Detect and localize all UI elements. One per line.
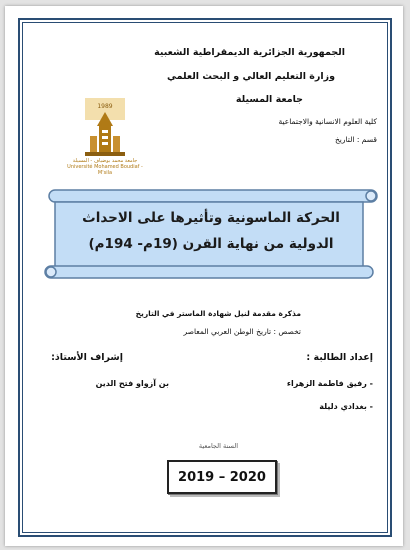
- title-scroll-banner: [41, 186, 381, 286]
- logo-caption-ar: جامعة محمد بوضياف - المسيلة: [72, 158, 138, 164]
- logo-caption-fr: Université Mohamed Boudiaf - M'sila: [67, 164, 143, 176]
- ministry-line: وزارة التعليم العالي و البحث العلمي: [167, 71, 335, 82]
- republic-line: الجمهورية الجزائرية الديمقراطية الشعبية: [154, 47, 345, 58]
- student-name-2: - بغدادي دليلة: [319, 402, 373, 411]
- university-line: جامعة المسيلة: [235, 94, 303, 105]
- thesis-title-line2: الدولية من نهاية القرن (19م- 194م): [88, 236, 334, 252]
- supervisor-heading: إشراف الأستاذ:: [51, 352, 123, 363]
- document-page: [5, 6, 403, 546]
- academic-year-label: السنة الجامعية: [198, 442, 238, 450]
- logo-caption: [65, 158, 145, 176]
- memo-line: مذكرة مقدمة لنيل شهادة الماستر في التاريخ: [135, 309, 301, 318]
- supervisor-name: بن آزواو فتح الدين: [95, 379, 169, 388]
- thesis-title-line1: الحركة الماسونية وتأثيرها على الاحداث: [82, 210, 340, 226]
- academic-year-box: [167, 460, 277, 494]
- university-logo: [75, 96, 135, 164]
- faculty-line: كلية العلوم الانسانية والاجتماعية: [278, 117, 377, 126]
- logo-year: 1989: [97, 103, 113, 110]
- student-name-1: - رفيق فاطمة الزهراء: [286, 379, 373, 388]
- academic-year-value: 2019 – 2020: [178, 469, 266, 485]
- students-heading: إعداد الطالبة :: [306, 352, 373, 363]
- department-line: قسم : التاريخ: [334, 135, 377, 144]
- specialty-line: تخصص : تاريخ الوطن العربي المعاصر: [183, 327, 301, 336]
